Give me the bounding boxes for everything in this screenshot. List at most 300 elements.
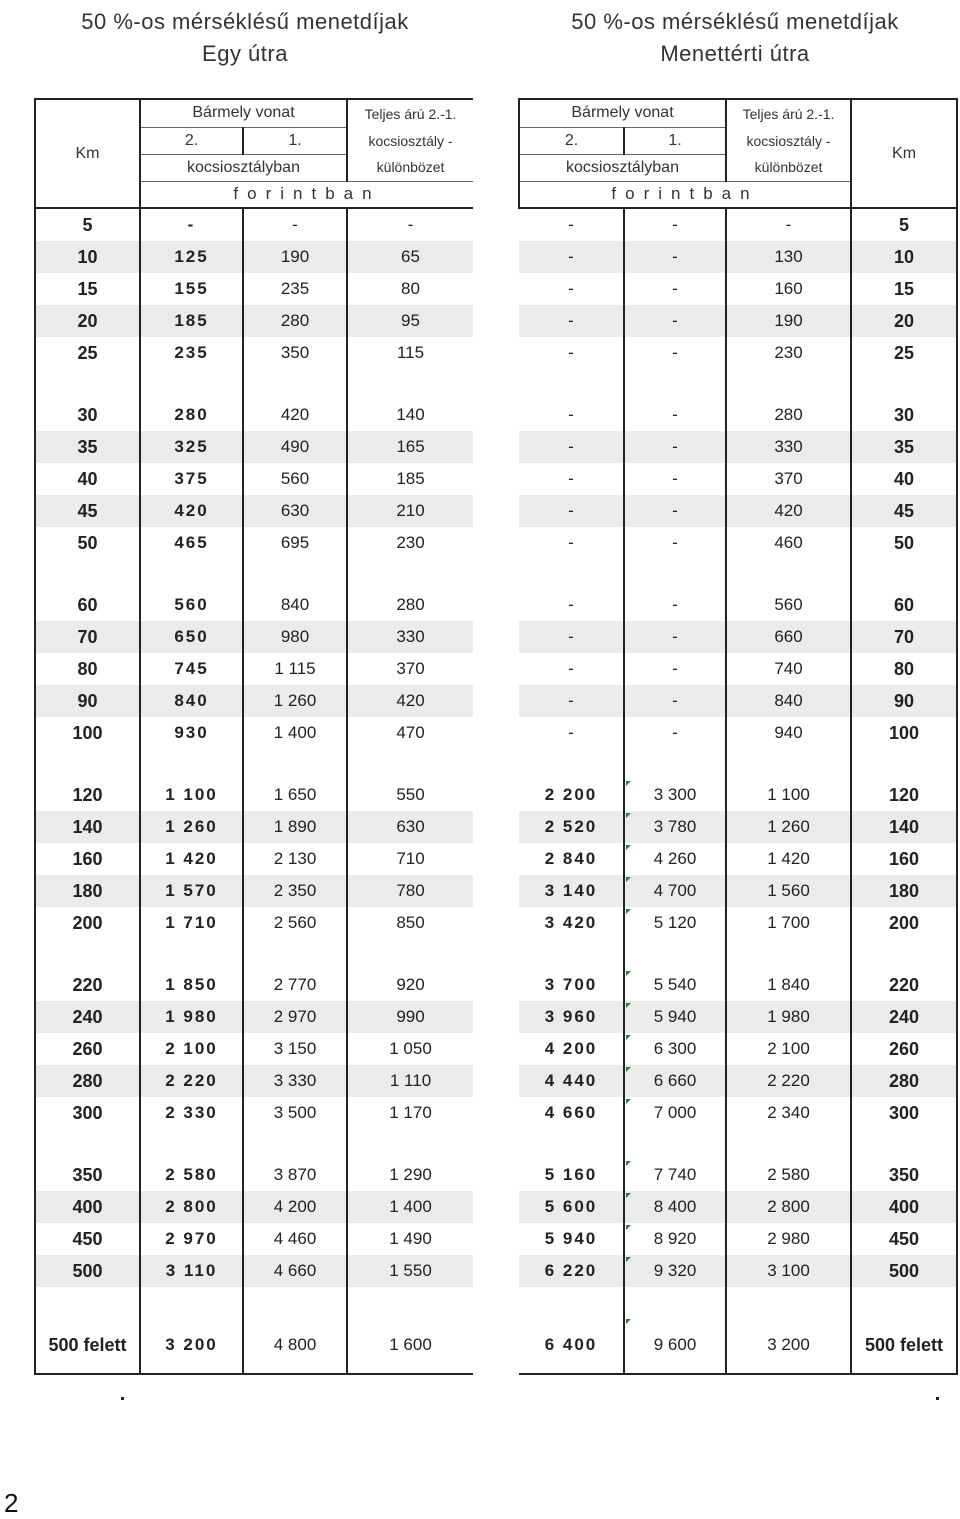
fare-cell: -	[568, 659, 574, 678]
fare-cell: 2 800	[140, 1191, 243, 1223]
fare-cell: -	[568, 405, 574, 424]
fare-cell: 1 700	[726, 907, 851, 939]
row-gap	[726, 939, 851, 969]
fare-cell: -	[568, 533, 574, 552]
fare-cell: 560	[140, 589, 243, 621]
fare-cell: 1 115	[243, 653, 347, 685]
fare-cell: 5 940	[624, 1001, 726, 1033]
header-any-train: Bármely vonat	[519, 99, 726, 127]
fare-cell: 2 800	[726, 1191, 851, 1223]
fare-cell: -	[726, 208, 851, 241]
fare-row	[519, 1255, 957, 1287]
header-full-fare-line1: Teljes árú 2.-1.	[726, 99, 851, 127]
row-gap	[140, 369, 243, 399]
fare-cell: -	[624, 495, 726, 527]
fare-row	[35, 305, 473, 337]
fare-cell: 8 920	[624, 1223, 726, 1255]
fare-cell: 1 100	[140, 779, 243, 811]
fare-cell: 1 100	[726, 779, 851, 811]
bottom-mark-left	[121, 1397, 124, 1400]
km-cell: 35	[851, 431, 957, 463]
km-cell: 240	[851, 1001, 957, 1033]
left-title-line1: 50 %-os mérséklésű menetdíjak	[81, 9, 409, 34]
fare-cell: -	[624, 621, 726, 653]
fare-row	[519, 1001, 957, 1033]
fare-cell: -	[624, 463, 726, 495]
return-fare-table	[518, 98, 958, 1375]
fare-row	[35, 779, 473, 811]
row-gap	[851, 939, 957, 969]
fare-row	[519, 399, 957, 431]
fare-cell: -	[140, 208, 243, 241]
fare-cell: 1 980	[726, 1001, 851, 1033]
km-cell: 400	[851, 1191, 957, 1223]
row-gap	[347, 559, 473, 589]
row-gap	[140, 749, 243, 779]
fare-cell: 6 220	[519, 1255, 624, 1287]
fare-cell: 2 340	[726, 1097, 851, 1129]
fare-cell: -	[568, 469, 574, 488]
header-class-1: 1.	[243, 127, 347, 154]
fare-row	[35, 589, 473, 621]
fare-cell: 4 460	[243, 1223, 347, 1255]
fare-cell: 2 330	[140, 1097, 243, 1129]
header-full-fare-line3: különbözet	[754, 159, 823, 176]
one-way-fare-table	[34, 98, 473, 1375]
fare-cell: 1 490	[389, 1229, 432, 1248]
fare-cell: 3 870	[243, 1159, 347, 1191]
fare-cell: 9 600	[624, 1317, 726, 1374]
km-cell: 160	[35, 843, 140, 875]
fare-cell: -	[243, 208, 347, 241]
page-number: 2	[4, 1488, 19, 1518]
fare-cell: -	[624, 399, 726, 431]
km-cell: 90	[35, 685, 140, 717]
fare-cell: 1 710	[140, 907, 243, 939]
fare-cell: 280	[140, 399, 243, 431]
fare-cell: 550	[396, 785, 425, 804]
fare-cell: 230	[726, 337, 851, 369]
km-cell: 350	[35, 1159, 140, 1191]
fare-cell: 370	[726, 463, 851, 495]
row-gap	[519, 1287, 624, 1317]
km-cell: 450	[35, 1223, 140, 1255]
row-gap	[347, 1129, 473, 1159]
km-cell: 10	[851, 241, 957, 273]
fare-cell: -	[624, 337, 726, 369]
row-gap	[519, 1129, 624, 1159]
right-title	[550, 6, 920, 70]
fare-cell: 1 560	[726, 875, 851, 907]
km-cell: 260	[35, 1033, 140, 1065]
fare-cell: 465	[140, 527, 243, 559]
fare-row	[519, 337, 957, 369]
km-cell: 120	[851, 779, 957, 811]
row-gap	[243, 939, 347, 969]
fare-row	[35, 843, 473, 875]
km-cell: 300	[35, 1097, 140, 1129]
fare-cell: -	[624, 685, 726, 717]
km-cell: 30	[851, 399, 957, 431]
fare-row	[519, 875, 957, 907]
row-gap	[726, 1287, 851, 1317]
fare-row	[519, 273, 957, 305]
fare-row	[35, 1255, 473, 1287]
fare-cell: 350	[243, 337, 347, 369]
fare-row	[35, 527, 473, 559]
row-gap	[726, 559, 851, 589]
fare-cell: 210	[347, 495, 473, 527]
row-gap	[35, 559, 140, 589]
km-cell: 300	[851, 1097, 957, 1129]
fare-cell: -	[568, 215, 574, 234]
fare-cell: 560	[726, 589, 851, 621]
km-cell: 500 felett	[851, 1317, 957, 1374]
fare-row	[519, 1223, 957, 1255]
fare-row	[35, 1065, 473, 1097]
fare-cell: 2 220	[140, 1065, 243, 1097]
fare-cell: 2 130	[243, 843, 347, 875]
row-gap	[347, 939, 473, 969]
fare-cell: 4 260	[624, 843, 726, 875]
fare-row	[519, 495, 957, 527]
fare-row	[519, 1159, 957, 1191]
km-cell: 200	[35, 907, 140, 939]
fare-cell: 1 290	[389, 1165, 432, 1184]
fare-row	[35, 495, 473, 527]
fare-cell: 280	[726, 399, 851, 431]
fare-cell: -	[624, 589, 726, 621]
fare-cell: 460	[726, 527, 851, 559]
fare-cell: 5 540	[624, 969, 726, 1001]
km-cell: 45	[851, 495, 957, 527]
row-gap	[35, 749, 140, 779]
fare-row	[35, 907, 473, 939]
fare-row	[35, 621, 473, 653]
fare-cell: 2 100	[140, 1033, 243, 1065]
fare-cell: 2 580	[726, 1159, 851, 1191]
fare-cell: 2 520	[519, 811, 624, 843]
row-gap	[519, 939, 624, 969]
fare-cell: 3 500	[243, 1097, 347, 1129]
header-any-train: Bármely vonat	[140, 99, 347, 127]
fare-row	[35, 273, 473, 305]
row-gap	[347, 1287, 473, 1317]
fare-row	[519, 843, 957, 875]
fare-row	[35, 463, 473, 495]
km-cell: 100	[35, 717, 140, 749]
fare-cell: 4 660	[243, 1255, 347, 1287]
fare-cell: -	[407, 215, 414, 234]
fare-row	[519, 527, 957, 559]
fare-cell: 280	[243, 305, 347, 337]
km-cell: 90	[851, 685, 957, 717]
km-cell: 400	[35, 1191, 140, 1223]
fare-cell: 850	[396, 913, 425, 932]
row-gap	[519, 369, 624, 399]
fare-cell: 1 420	[726, 843, 851, 875]
fare-cell: -	[519, 685, 624, 717]
fare-row	[519, 685, 957, 717]
row-gap	[519, 749, 624, 779]
row-gap	[243, 749, 347, 779]
fare-cell: 920	[396, 975, 425, 994]
header-in-class: kocsiosztályban	[140, 154, 347, 181]
fare-row	[35, 337, 473, 369]
row-gap	[726, 1129, 851, 1159]
fare-cell: 660	[726, 621, 851, 653]
km-cell: 60	[851, 589, 957, 621]
fare-cell: 560	[243, 463, 347, 495]
fare-cell: -	[624, 717, 726, 749]
row-gap	[347, 749, 473, 779]
km-cell: 140	[35, 811, 140, 843]
fare-cell: 130	[726, 241, 851, 273]
row-gap	[624, 559, 726, 589]
row-gap	[624, 1287, 726, 1317]
fare-row	[519, 208, 957, 241]
fare-cell: 2 220	[726, 1065, 851, 1097]
fare-cell: 3 140	[519, 875, 624, 907]
fare-cell: 4 660	[544, 1103, 598, 1122]
fare-row	[519, 621, 957, 653]
row-gap	[243, 1129, 347, 1159]
fare-cell: 1 170	[389, 1103, 432, 1122]
fare-cell: 1 260	[726, 811, 851, 843]
fare-cell: 375	[140, 463, 243, 495]
km-cell: 50	[851, 527, 957, 559]
fare-row	[35, 875, 473, 907]
left-title	[60, 6, 430, 70]
fare-cell: 1 260	[140, 811, 243, 843]
row-gap	[851, 369, 957, 399]
fare-row	[519, 717, 957, 749]
fare-cell: -	[624, 241, 726, 273]
row-gap	[243, 369, 347, 399]
fare-cell: 230	[396, 533, 425, 552]
km-cell: 15	[35, 273, 140, 305]
fare-cell: 1 420	[140, 843, 243, 875]
header-forint: forintban	[140, 181, 473, 208]
header-class-1: 1.	[624, 127, 726, 154]
fare-cell: 420	[347, 685, 473, 717]
row-gap	[624, 1129, 726, 1159]
fare-cell: 420	[140, 495, 243, 527]
left-title-line2: Egy útra	[202, 41, 288, 66]
fare-cell: 1 890	[243, 811, 347, 843]
fare-row	[35, 208, 473, 241]
fare-cell: 1 570	[140, 875, 243, 907]
fare-cell: 3 700	[544, 975, 598, 994]
fare-row	[519, 305, 957, 337]
fare-cell: 7 740	[624, 1159, 726, 1191]
fare-cell: 1 050	[389, 1039, 432, 1058]
fare-row	[519, 1317, 957, 1374]
header-class-2: 2.	[519, 127, 624, 154]
row-gap	[243, 559, 347, 589]
fare-row	[35, 1317, 473, 1374]
fare-cell: 2 580	[140, 1159, 243, 1191]
km-cell: 350	[851, 1159, 957, 1191]
header-forint: forintban	[519, 181, 851, 208]
row-gap	[140, 939, 243, 969]
fare-row	[519, 463, 957, 495]
fare-cell: 330	[347, 621, 473, 653]
row-gap	[35, 1129, 140, 1159]
km-cell: 120	[35, 779, 140, 811]
km-cell: 500	[35, 1255, 140, 1287]
fare-cell: 1 400	[347, 1191, 473, 1223]
fare-cell: 2 840	[544, 849, 598, 868]
fare-row	[519, 1033, 957, 1065]
km-cell: 30	[35, 399, 140, 431]
fare-cell: 420	[243, 399, 347, 431]
fare-cell: -	[519, 495, 624, 527]
fare-cell: 2 770	[243, 969, 347, 1001]
fare-row	[519, 811, 957, 843]
km-cell: 180	[35, 875, 140, 907]
km-cell: 220	[35, 969, 140, 1001]
fare-cell: -	[624, 527, 726, 559]
row-gap	[851, 1129, 957, 1159]
row-gap	[851, 749, 957, 779]
fare-cell: 695	[243, 527, 347, 559]
fare-cell: 1 260	[243, 685, 347, 717]
km-cell: 450	[851, 1223, 957, 1255]
row-gap	[140, 1129, 243, 1159]
fare-row	[35, 1159, 473, 1191]
fare-row	[519, 779, 957, 811]
fare-cell: 9 320	[624, 1255, 726, 1287]
row-gap	[35, 939, 140, 969]
km-cell: 70	[851, 621, 957, 653]
km-cell: 5	[35, 208, 140, 241]
header-in-class: kocsiosztályban	[519, 154, 726, 181]
fare-row	[35, 685, 473, 717]
fare-cell: 1 550	[347, 1255, 473, 1287]
fare-cell: 3 200	[726, 1317, 851, 1374]
fare-cell: -	[624, 208, 726, 241]
km-cell: 280	[851, 1065, 957, 1097]
fare-cell: 2 100	[726, 1033, 851, 1065]
fare-cell: 780	[347, 875, 473, 907]
km-cell: 140	[851, 811, 957, 843]
fare-cell: 115	[396, 343, 425, 362]
fare-cell: 155	[140, 273, 243, 305]
fare-cell: 470	[396, 723, 425, 742]
fare-cell: 1 650	[243, 779, 347, 811]
fare-cell: 6 660	[624, 1065, 726, 1097]
fare-row	[519, 907, 957, 939]
km-cell: 220	[851, 969, 957, 1001]
km-cell: 20	[35, 305, 140, 337]
fare-cell: 3 200	[140, 1317, 243, 1374]
km-cell: 200	[851, 907, 957, 939]
km-cell: 70	[35, 621, 140, 653]
fare-cell: 2 560	[243, 907, 347, 939]
km-cell: 10	[35, 241, 140, 273]
fare-row	[35, 1097, 473, 1129]
header-km: Km	[851, 99, 957, 208]
fare-cell: 1 110	[347, 1065, 473, 1097]
fare-cell: 7 000	[624, 1097, 726, 1129]
row-gap	[140, 1287, 243, 1317]
row-gap	[726, 749, 851, 779]
fare-cell: 235	[140, 337, 243, 369]
fare-cell: -	[519, 241, 624, 273]
km-cell: 40	[851, 463, 957, 495]
fare-row	[519, 589, 957, 621]
km-cell: 45	[35, 495, 140, 527]
header-full-fare-line2: kocsiosztály -	[368, 132, 453, 149]
fare-cell: 2 200	[544, 785, 598, 804]
fare-cell: 4 700	[624, 875, 726, 907]
right-title-line2: Menettérti útra	[660, 41, 810, 66]
fare-cell: -	[568, 279, 574, 298]
km-cell: 160	[851, 843, 957, 875]
fare-cell: 840	[726, 685, 851, 717]
fare-row	[35, 1033, 473, 1065]
fare-row	[519, 1191, 957, 1223]
fare-cell: 940	[726, 717, 851, 749]
row-gap	[624, 369, 726, 399]
fare-cell: 740	[726, 653, 851, 685]
fare-row	[519, 653, 957, 685]
km-cell: 5	[851, 208, 957, 241]
km-cell: 25	[35, 337, 140, 369]
header-km: Km	[35, 99, 140, 208]
row-gap	[243, 1287, 347, 1317]
fare-cell: 370	[396, 659, 425, 678]
fare-cell: 140	[396, 405, 425, 424]
fare-cell: -	[624, 653, 726, 685]
fare-cell: 840	[140, 685, 243, 717]
row-gap	[347, 369, 473, 399]
fare-row	[35, 1001, 473, 1033]
fare-cell: 2 980	[726, 1223, 851, 1255]
fare-row	[35, 431, 473, 463]
row-gap	[851, 559, 957, 589]
fare-cell: 980	[243, 621, 347, 653]
fare-cell: -	[624, 273, 726, 305]
fare-cell: 3 110	[140, 1255, 243, 1287]
fare-cell: 745	[140, 653, 243, 685]
fare-cell: 710	[396, 849, 425, 868]
fare-cell: 420	[726, 495, 851, 527]
km-cell: 280	[35, 1065, 140, 1097]
right-title-line1: 50 %-os mérséklésű menetdíjak	[571, 9, 899, 34]
km-cell: 500 felett	[35, 1317, 140, 1374]
row-gap	[624, 939, 726, 969]
fare-cell: 325	[140, 431, 243, 463]
fare-row	[35, 811, 473, 843]
fare-cell: 3 330	[243, 1065, 347, 1097]
km-cell: 40	[35, 463, 140, 495]
fare-row	[519, 431, 957, 463]
fare-row	[35, 399, 473, 431]
fare-cell: -	[568, 343, 574, 362]
km-cell: 80	[35, 653, 140, 685]
km-cell: 80	[851, 653, 957, 685]
fare-cell: -	[568, 723, 574, 742]
fare-cell: 650	[140, 621, 243, 653]
fare-row	[519, 969, 957, 1001]
fare-cell: 185	[396, 469, 425, 488]
fare-cell: 3 150	[243, 1033, 347, 1065]
fare-cell: 490	[243, 431, 347, 463]
fare-cell: 165	[347, 431, 473, 463]
fare-cell: 3 960	[519, 1001, 624, 1033]
